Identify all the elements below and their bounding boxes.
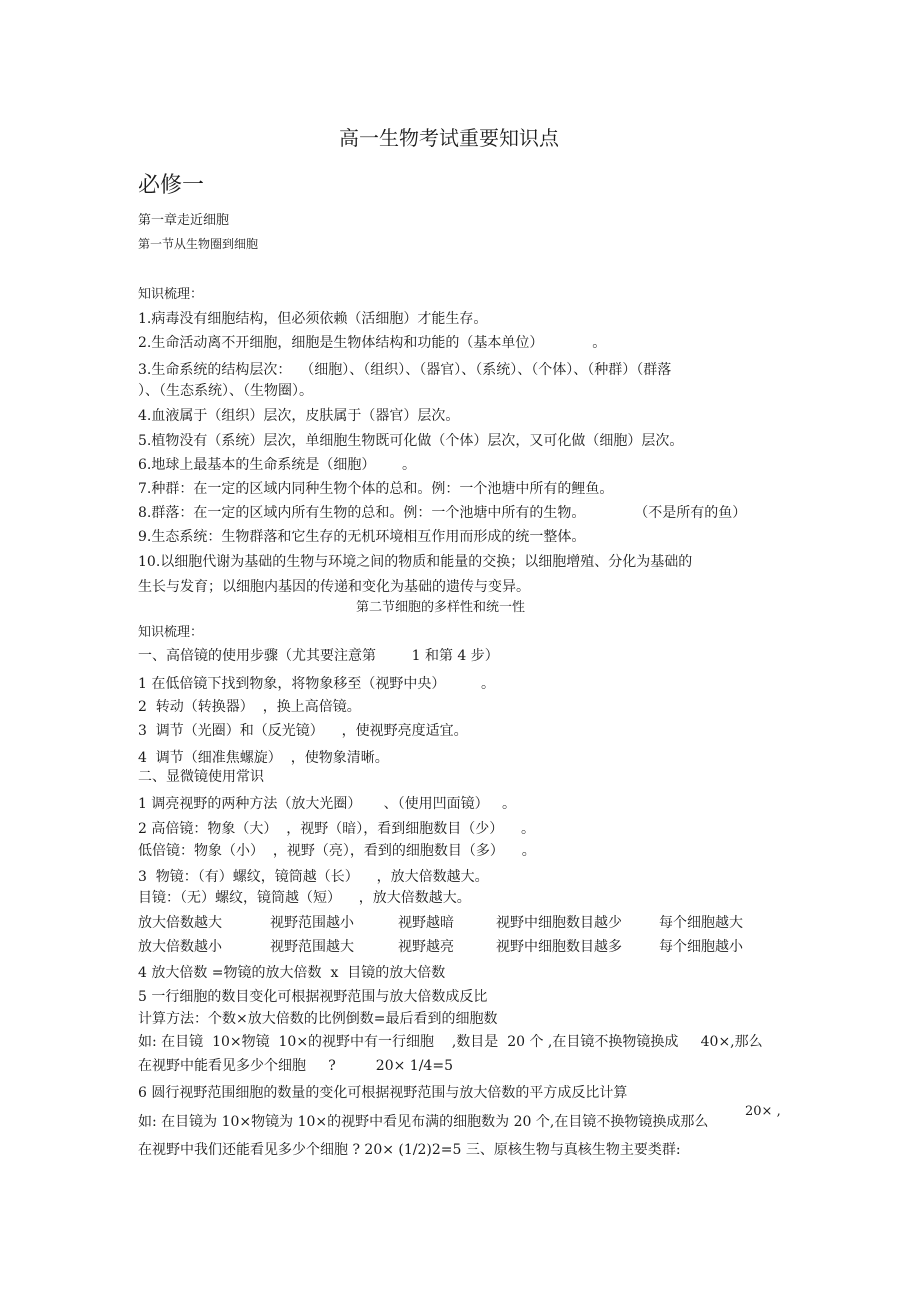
list-item: ）、（生态系统）、（生物圈）。 — [138, 383, 313, 399]
example-line: 如: 在目镜为 10×物镜为 10×的视野中看见布满的细胞数为 20 个,在目镜不换物镜换成那么 — [138, 1114, 709, 1130]
compare-cell: 放大倍数越小 — [138, 939, 222, 955]
list-item: 6.地球上最基本的生命系统是（细胞） 。 — [138, 457, 417, 473]
list-item: 3.生命系统的结构层次： （细胞）、（组织）、（器官）、（系统）、（个体）、（种群）（群落 — [138, 362, 672, 378]
compare-cell: 视野中细胞数目越多 — [496, 939, 622, 955]
list-item: 生长与发育；以细胞内基因的传递和变化为基础的遗传与变异。 — [138, 579, 530, 595]
example-line: 如: 在目镜 10×物镜 10×的视野中有一行细胞 ,数目是 20 个 ,在目镜不换物镜换成 40×,那么 — [138, 1034, 763, 1050]
page-title: 高一生物考试重要知识点 — [339, 126, 559, 150]
list-item: 10.以细胞代谢为基础的生物与环境之间的物质和能量的交换；以细胞增殖、分化为基础的 — [138, 554, 693, 570]
list-item: 9.生态系统：生物群落和它生存的无机环境相互作用而形成的统一整体。 — [138, 529, 586, 545]
part-heading: 二、显微镜使用常识 — [138, 769, 264, 785]
list-item: 2.生命活动离不开细胞，细胞是生物体结构和功能的（基本单位） 。 — [138, 335, 607, 351]
list-item: 2 高倍镜：物象（大） ，视野（暗），看到细胞数目（少） 。 — [138, 821, 536, 837]
list-item: 1 在低倍镜下找到物象，将物象移至（视野中央） 。 — [138, 676, 495, 692]
list-item: 1.病毒没有细胞结构，但必须依赖（活细胞）才能生存。 — [138, 311, 488, 327]
review-label: 知识梳理： — [138, 287, 204, 302]
part-heading: 一、高倍镜的使用步骤（尤其要注意第 1 和第 4 步） — [138, 648, 499, 664]
list-item: 5.植物没有（系统）层次，单细胞生物既可化做（个体）层次，又可化做（细胞）层次。 — [138, 433, 684, 449]
section-heading: 第二节细胞的多样性和统一性 — [356, 600, 526, 615]
review-label: 知识梳理： — [138, 625, 204, 640]
list-item: 4 调节（细准焦螺旋） ，使物象清晰。 — [138, 750, 389, 766]
compare-cell: 每个细胞越小 — [659, 939, 743, 955]
rule-line: 6 圆行视野范围细胞的数量的变化可根据视野范围与放大倍数的平方成反比计算 — [138, 1085, 628, 1101]
example-line: 在视野中我们还能看见多少个细胞 ? 20× (1/2)2=5 三、原核生物与真核生物主要类群: — [138, 1142, 681, 1158]
list-item: 3 调节（光圈）和（反光镜） ，使视野亮度适宜。 — [138, 723, 468, 739]
chapter-heading: 第一章走近细胞 — [138, 213, 230, 228]
list-item: 2 转动（转换器） ，换上高倍镜。 — [138, 699, 361, 715]
example-float: 20× , — [745, 1104, 781, 1119]
formula-line: 计算方法：个数×放大倍数的比例倒数=最后看到的细胞数 — [138, 1011, 498, 1027]
example-line: 在视野中能看见多少个细胞 ? 20× 1/4=5 — [138, 1058, 453, 1074]
formula-line: 5 一行细胞的数目变化可根据视野范围与放大倍数成反比 — [138, 989, 488, 1005]
compare-cell: 每个细胞越大 — [659, 915, 743, 931]
list-item: 8.群落：在一定的区域内所有生物的总和。例：一个池塘中所有的生物。 （不是所有的鱼） — [138, 505, 747, 521]
list-item: 3 物镜：（有）螺纹，镜筒越（长） ，放大倍数越大。 — [138, 869, 489, 885]
module-heading: 必修一 — [138, 173, 205, 198]
list-item: 目镜：（无）螺纹，镜筒越（短） ，放大倍数越大。 — [138, 890, 471, 906]
list-item: 4.血液属于（组织）层次，皮肤属于（器官）层次。 — [138, 408, 460, 424]
list-item: 低倍镜：物象（小） ，视野（亮），看到的细胞数目（多） 。 — [138, 843, 536, 859]
list-item: 1 调亮视野的两种方法（放大光圈） 、（使用凹面镜） 。 — [138, 796, 516, 812]
formula-line: 4 放大倍数 =物镜的放大倍数 x 目镜的放大倍数 — [138, 965, 446, 981]
compare-cell: 视野中细胞数目越少 — [496, 915, 622, 931]
section-heading: 第一节从生物圈到细胞 — [138, 237, 259, 251]
list-item: 7.种群：在一定的区域内同种生物个体的总和。例：一个池塘中所有的鲤鱼。 — [138, 481, 614, 497]
compare-cell: 视野越暗 — [398, 915, 454, 931]
compare-cell: 视野范围越小 — [270, 915, 354, 931]
compare-cell: 视野越亮 — [398, 939, 454, 955]
compare-cell: 放大倍数越大 — [138, 915, 222, 931]
compare-cell: 视野范围越大 — [270, 939, 354, 955]
